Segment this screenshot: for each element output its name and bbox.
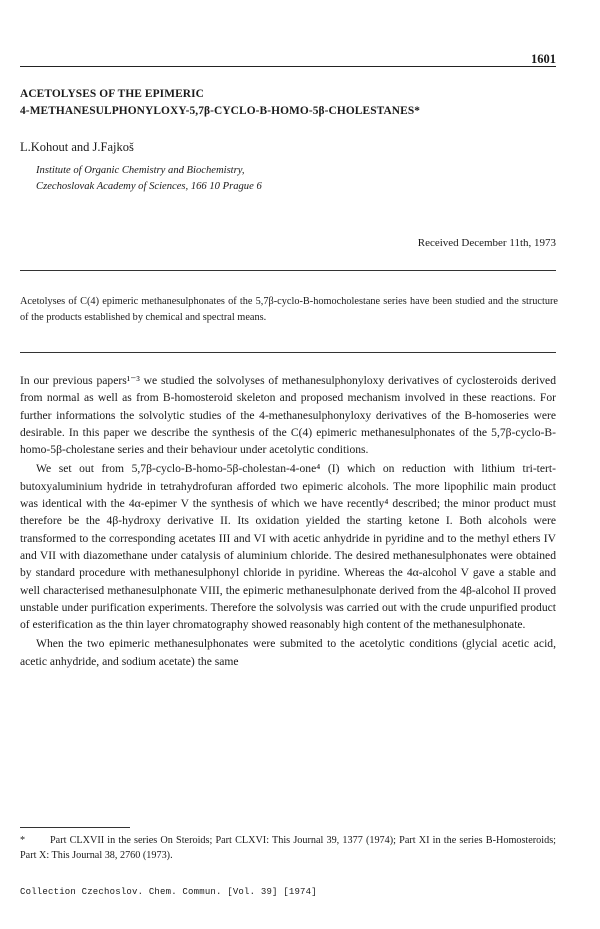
received-date: Received December 11th, 1973 (417, 237, 556, 249)
affiliation-line: Czechoslovak Academy of Sciences, 166 10 Prague 6 (36, 181, 262, 192)
affiliation-line: Institute of Organic Chemistry and Biochemistry, (36, 165, 245, 176)
affiliation (36, 163, 262, 195)
footnote-rule (20, 827, 130, 828)
authors: L.Kohout and J.Fajkoš (20, 140, 134, 154)
body-paragraph: We set out from 5,7β-cyclo-B-homo-5β-cholestan-4-one⁴ (I) which on reduction with lithium tri-tert-butoxyaluminium hydride in tetrahydrofuran afforded two epimeric alcohols. The more lipophilic main product was identical with the 4α-epimer V the synthesis of which we have recently⁴ described; the minor product must therefore be the 4β-hydroxy derivative II. Its oxidation yielded the starting ketone I. Both alcohols were transformed to the corresponding acetates III and VI with acetic anhydride in pyridine and to the methyl ethers IV and VII with diazomethane under catalysis of aluminium chloride. The desired methanesulphonates were obtained by standard procedure with methanesulphonyl chloride in pyridine. Whereas the 4α-alcohol V gave a stable and well characterised methanesulphonate VIII, the epimeric methanesulphonate derived from the 4β-alcohol II proved unstable under purification experiments. Therefore the solvolysis was carried out with the crude unpurified product of esterification as the thin layer chromatography showed reasonably high content of the methanesulphonate. (20, 462, 556, 632)
journal-footer: Collection Czechoslov. Chem. Commun. [Vol. 39] [1974] (20, 887, 317, 897)
article-title (20, 86, 560, 120)
title-line: 4-METHANESULPHONYLOXY-5,7β-CYCLO-B-HOMO-5β-CHOLESTANES* (20, 105, 421, 117)
abstract: Acetolyses of C(4) epimeric methanesulphonates of the 5,7β-cyclo-B-homocholestane series have been studied and the structure of the products established by chemical and spectral means. (20, 296, 558, 323)
abstract-bottom-rule (20, 352, 556, 353)
body-paragraph: In our previous papers¹⁻³ we studied the solvolyses of methanesulphonyloxy derivatives of cyclosteroids derived from normal as well as from B-homosteroid skeleton and proposed mechanism involved in these reactions. For further informations the solvolytic studies of the 4-methanesulphonyloxy derivatives of the B-homoseries were desirable. In this paper we describe the synthesis of the C(4) epimeric methanesulphonates of the 5,7β-cyclo-B-homo-5β-cholestane series and their behaviour under acetolytic conditions. (20, 374, 556, 457)
header-rule (20, 66, 556, 67)
footnote-mark: * (20, 835, 26, 846)
article-body (20, 372, 556, 670)
footnote-text: Part CLXVII in the series On Steroids; Part CLXVI: This Journal 39, 1377 (1974); Part XI in the series B-Homosteroids; Part X: This Journal 38, 2760 (1973). (20, 835, 556, 861)
abstract-top-rule (20, 270, 556, 271)
title-line: ACETOLYSES OF THE EPIMERIC (20, 88, 204, 100)
footnote (20, 833, 556, 863)
page-number: 1601 (531, 52, 556, 66)
body-paragraph: When the two epimeric methanesulphonates were submited to the acetolytic conditions (glycial acetic acid, acetic anhydride, and sodium acetate) the same (20, 637, 556, 668)
